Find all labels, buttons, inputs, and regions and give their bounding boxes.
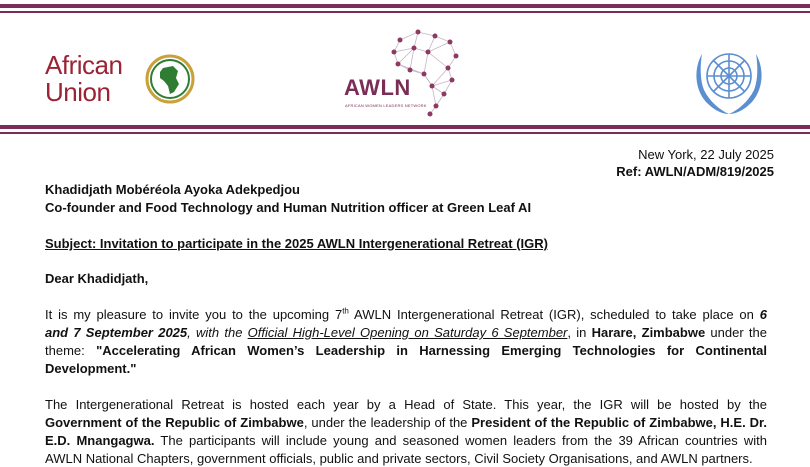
africa-emblem-icon xyxy=(145,54,195,104)
salutation: Dear Khadidjath, xyxy=(45,271,149,286)
paragraph-1-line-4: Development." xyxy=(45,361,137,376)
recipient-name: Khadidjath Mobéréola Ayoka Adekpedjou xyxy=(45,182,300,197)
header-top-rule xyxy=(0,4,810,8)
header-bottom-thin-rule xyxy=(0,132,810,134)
awln-logo xyxy=(340,22,480,122)
united-nations-emblem-icon xyxy=(688,42,770,118)
reference-number: Ref: AWLN/ADM/819/2025 xyxy=(616,164,774,179)
awln-wordmark: AWLN xyxy=(344,75,411,100)
awln-subtitle: AFRICAN WOMEN LEADERS NETWORK xyxy=(345,103,427,108)
place-date: New York, 22 July 2025 xyxy=(638,147,774,162)
subject-line: Subject: Invitation to participate in the 2025 AWLN Intergenerational Retreat (IGR) xyxy=(45,236,548,251)
paragraph-1-line-3: theme: "Accelerating African Women’s Leadership in Harnessing Emerging Technologies for Continental xyxy=(45,343,768,358)
paragraph-2-line-2: Government of the Republic of Zimbabwe, under the leadership of the President of the Republic of Zimbabwe, H.E. Dr. xyxy=(45,415,767,430)
recipient-title: Co-founder and Food Technology and Human Nutrition officer at Green Leaf AI xyxy=(45,200,532,215)
paragraph-2-line-3: E.D. Mnangagwa. The participants will include young and seasoned women leaders from the 39 African countries with xyxy=(45,433,768,448)
paragraph-2-line-1: The Intergenerational Retreat is hosted each year by a Head of State. This year, the IGR will be hosted by the xyxy=(45,397,767,412)
paragraph-1-line-2: and 7 September 2025, with the Official High-Level Opening on Saturday 6 September, in Harare, Zimbabwe under the xyxy=(45,325,767,340)
header-bottom-rule xyxy=(0,125,810,129)
paragraph-2-line-4: AWLN National Chapters, government officials, public and private sectors, Civil Society Organisations, and AWLN partners. xyxy=(45,451,753,466)
paragraph-1-line-1: It is my pleasure to invite you to the upcoming 7th AWLN Intergenerational Retreat (IGR), scheduled to take place on 6 xyxy=(45,306,767,322)
african-union-logo xyxy=(45,52,200,112)
african-union-wordmark: African Union xyxy=(45,50,123,107)
header-top-thin-rule xyxy=(0,11,810,13)
